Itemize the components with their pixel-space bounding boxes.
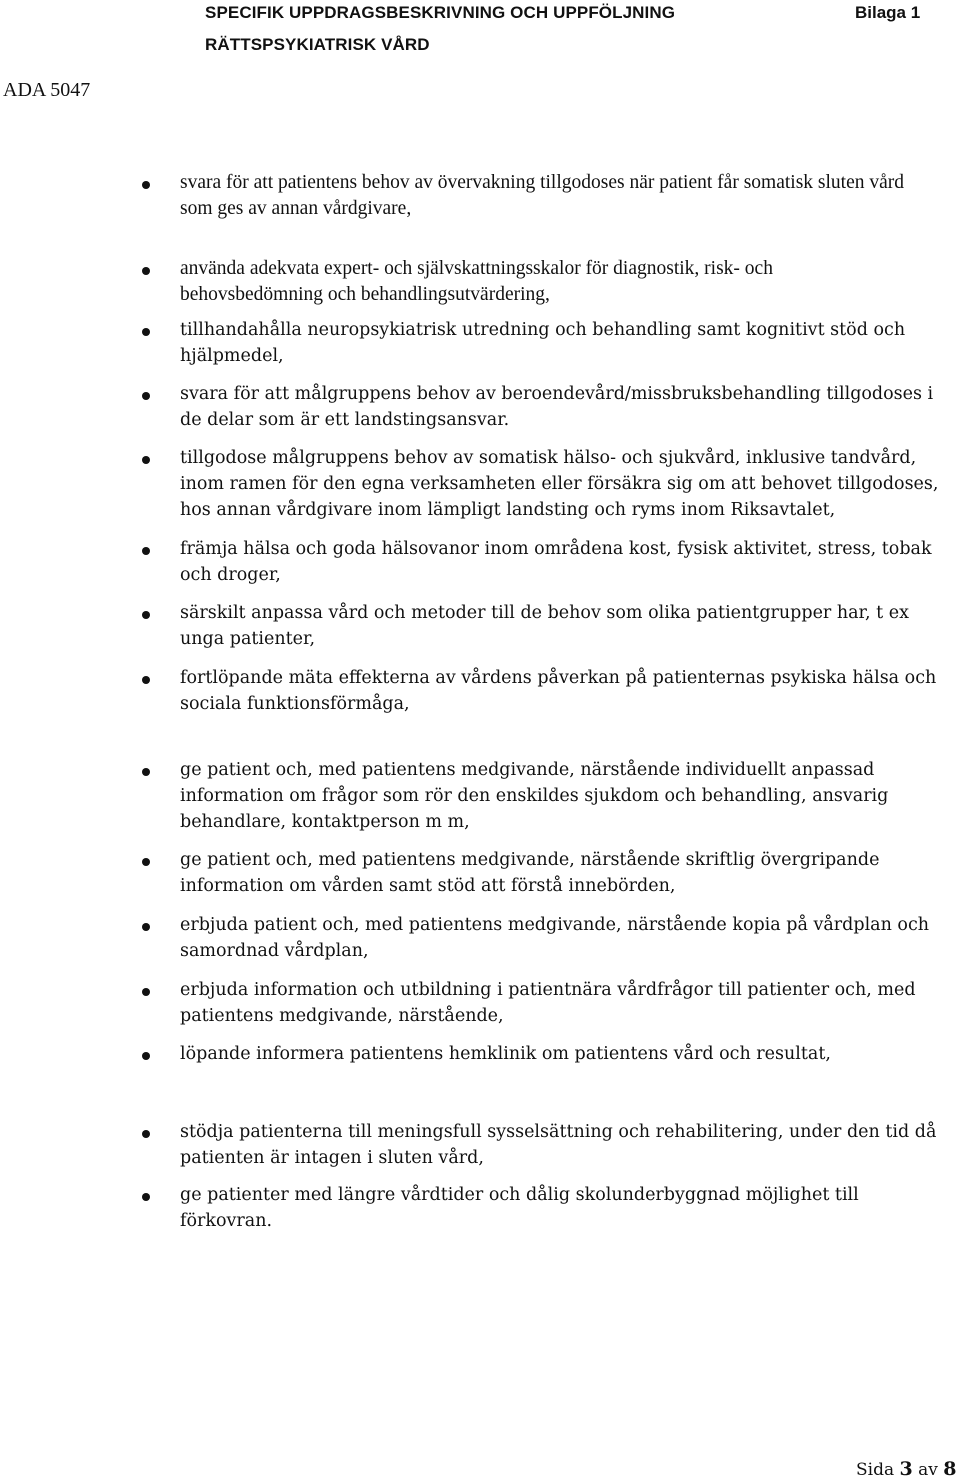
bullet-icon — [142, 181, 150, 189]
list-item: särskilt anpassa vård och metoder till de behov som olika patientgrupper har, t ex unga patienter, — [180, 603, 909, 649]
bullet-icon — [142, 456, 150, 464]
document-id: ADA 5047 — [3, 79, 91, 101]
document-title: SPECIFIK UPPDRAGSBESKRIVNING OCH UPPFÖLJNING — [205, 3, 676, 22]
bullet-icon — [142, 858, 150, 866]
list-item: erbjuda patient och, med patientens medgivande, närstående kopia på vårdplan och samordnad vårdplan, — [180, 915, 930, 961]
list-item: ge patient och, med patientens medgivande, närstående individuellt anpassad information om frågor som rör den enskildes sjukdom och behandling, ansvarig behandlare, kontaktperson m m, — [180, 760, 889, 832]
list-item: tillhandahålla neuropsykiatrisk utredning och behandling samt kognitivt stöd och hjälpmedel, — [180, 320, 906, 366]
list-item: ge patienter med längre vårdtider och dålig skolunderbyggnad möjlighet till förkovran. — [180, 1185, 859, 1231]
bullet-icon — [142, 328, 150, 336]
list-item: löpande informera patientens hemklinik om patientens vård och resultat, — [180, 1044, 831, 1064]
bullet-icon — [142, 988, 150, 996]
list-item: stödja patienterna till meningsfull sysselsättning och rehabilitering, under den tid då patienten är intagen i sluten vård, — [180, 1122, 937, 1168]
list-item: främja hälsa och goda hälsovanor inom områdena kost, fysisk aktivitet, stress, tobak och droger, — [180, 539, 932, 585]
bullet-icon — [142, 1130, 150, 1138]
list-item: svara för att patientens behov av övervakning tillgodoses när patient får somatisk sluten vård som ges av annan vårdgivare, — [180, 172, 905, 219]
bullet-icon — [142, 768, 150, 776]
list-item: fortlöpande mäta effekterna av vårdens påverkan på patienternas psykiska hälsa och sociala funktionsförmåga, — [180, 668, 937, 714]
list-item: svara för att målgruppens behov av beroendevård/missbruksbehandling tillgodoses i de delar som är ett landstingsansvar. — [180, 384, 934, 430]
page-number — [856, 1457, 957, 1482]
bullet-icon — [142, 547, 150, 555]
appendix-label: Bilaga 1 — [855, 3, 921, 22]
bullet-icon — [142, 1052, 150, 1060]
list-item: erbjuda information och utbildning i patientnära vårdfrågor till patienter och, med patientens medgivande, närstående, — [180, 980, 916, 1026]
bullet-icon — [142, 267, 150, 275]
page-prefix: Sida — [856, 1460, 900, 1480]
current-page: 3 — [899, 1458, 913, 1480]
list-item: använda adekvata expert- och självskattningsskalor för diagnostik, risk- och behovsbedömning och behandlingsutvärdering, — [180, 258, 773, 305]
page-separator: av — [912, 1460, 944, 1480]
total-pages: 8 — [943, 1458, 957, 1480]
document-subtitle: RÄTTSPSYKIATRISK VÅRD — [205, 35, 430, 54]
bullet-icon — [142, 923, 150, 931]
bullet-icon — [142, 676, 150, 684]
bullet-icon — [142, 1193, 150, 1201]
list-item: ge patient och, med patientens medgivande, närstående skriftlig övergripande information om vården samt stöd att förstå innebörden, — [180, 850, 880, 896]
bullet-icon — [142, 392, 150, 400]
list-item: tillgodose målgruppens behov av somatisk hälso- och sjukvård, inklusive tandvård, inom ramen för den egna verksamheten eller försäkra sig om att behovet tillgodoses, hos annan vårdgivare inom lämpligt landsting och ryms inom Riksavtalet, — [180, 448, 939, 520]
bullet-icon — [142, 611, 150, 619]
